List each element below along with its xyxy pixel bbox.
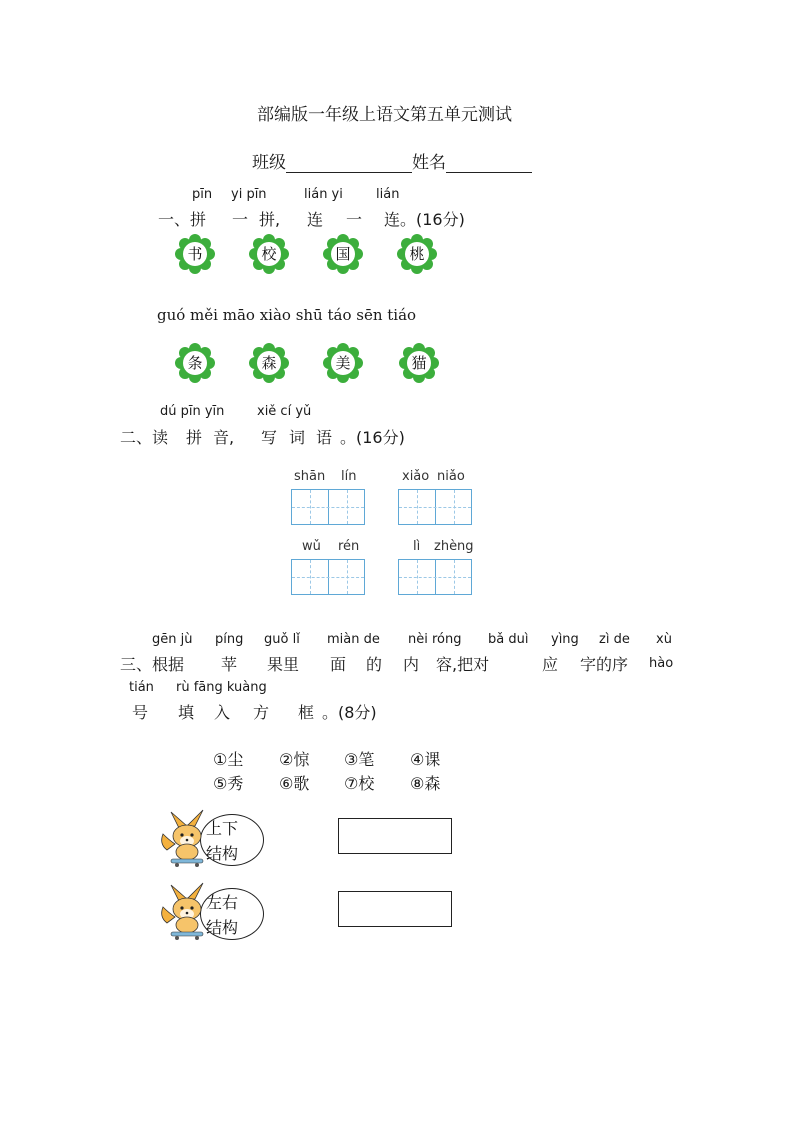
- q3-heading-7: 容,把对: [436, 655, 490, 674]
- q1-heading-6: 连。(16分): [384, 210, 465, 229]
- flower-char-label: 国: [335, 245, 351, 263]
- flower-char-2[interactable]: [249, 234, 289, 274]
- q3-heading-3: 果里: [267, 655, 300, 674]
- grid2-pinyin-2: niǎo: [437, 469, 465, 484]
- q3-pinyin-9: xù: [656, 632, 672, 647]
- q3-pinyin-hao: hào: [649, 656, 674, 671]
- grid2-pinyin-1: xiǎo: [402, 469, 430, 484]
- name-blank[interactable]: [446, 154, 532, 173]
- flower-char-1[interactable]: [175, 234, 215, 274]
- category-label-line2: 结构: [206, 918, 239, 937]
- q1-pinyin-1: pīn: [192, 187, 213, 202]
- writing-grid[interactable]: [291, 489, 365, 525]
- flower-char-8[interactable]: [399, 343, 439, 383]
- q1-pinyin-3: lián yi: [304, 187, 343, 202]
- q1-pinyin-4: lián: [376, 187, 400, 202]
- option-7: ⑦校: [344, 774, 375, 793]
- q3-heading2-1: 号: [132, 703, 149, 722]
- q1-heading-2: 一: [232, 210, 249, 229]
- q3-heading2-2: 填: [178, 703, 195, 722]
- q3-heading2-5: 框: [298, 703, 315, 722]
- q2-heading-6: 语: [316, 428, 333, 447]
- q3-heading2-6: 。(8分): [322, 703, 377, 722]
- q3-pinyin-4: miàn de: [327, 632, 380, 647]
- q2-heading-4: 写: [261, 428, 278, 447]
- writing-grid[interactable]: [398, 559, 472, 595]
- flower-char-label: 森: [261, 354, 277, 372]
- option-1: ①尘: [213, 750, 244, 769]
- q3-pinyin-7: yìng: [551, 632, 579, 647]
- option-4: ④课: [410, 750, 441, 769]
- category-label-line1: 上下: [206, 819, 239, 838]
- q3-pinyin-8: zì de: [599, 632, 630, 647]
- flower-char-label: 猫: [411, 354, 427, 372]
- q2-heading-3: 音,: [213, 428, 235, 447]
- option-2: ②惊: [279, 750, 310, 769]
- name-label: 姓名: [412, 153, 446, 173]
- q2-pinyin-1: dú pīn yīn: [160, 404, 225, 419]
- q3-heading2-4: 方: [253, 703, 270, 722]
- grid1-pinyin-2: lín: [341, 469, 357, 484]
- grid1-pinyin-1: shān: [294, 469, 326, 484]
- class-label: 班级: [252, 153, 286, 173]
- q3-pinyin-5: nèi róng: [408, 632, 462, 647]
- class-name-line: [252, 148, 532, 173]
- q3-heading-1: 三、根据: [120, 655, 185, 674]
- grid4-pinyin-1: lì: [413, 539, 421, 554]
- q1-heading-4: 连: [307, 210, 324, 229]
- q1-pinyin-2: yi pīn: [231, 187, 267, 202]
- flower-char-label: 桃: [409, 245, 425, 263]
- q3-heading-6: 内: [403, 655, 420, 674]
- q2-heading-7: 。(16分): [340, 428, 405, 447]
- writing-grid[interactable]: [291, 559, 365, 595]
- q2-heading-5: 词: [289, 428, 306, 447]
- flower-char-6[interactable]: [249, 343, 289, 383]
- q3-pinyin-line2-1: tián: [129, 680, 154, 695]
- q3-pinyin-3: guǒ lǐ: [264, 632, 300, 647]
- flower-char-label: 美: [335, 354, 351, 372]
- q1-pinyin-options: guó měi māo xiào shū táo sēn tiáo: [157, 306, 417, 324]
- category-label-line2: 结构: [206, 844, 239, 863]
- q1-heading-1: 一、拼: [158, 210, 207, 229]
- flower-char-3[interactable]: [323, 234, 363, 274]
- q3-heading-8: 应: [542, 655, 559, 674]
- flower-char-label: 书: [187, 245, 203, 263]
- answer-box-top-bottom[interactable]: [338, 818, 452, 854]
- flower-char-7[interactable]: [323, 343, 363, 383]
- q3-pinyin-6: bǎ duì: [488, 632, 529, 647]
- flower-char-label: 条: [187, 354, 203, 372]
- grid3-pinyin-1: wǔ: [302, 539, 321, 554]
- category-label-line1: 左右: [206, 893, 239, 912]
- answer-box-left-right[interactable]: [338, 891, 452, 927]
- writing-grid[interactable]: [398, 489, 472, 525]
- q3-heading-4: 面: [330, 655, 347, 674]
- page-title: 部编版一年级上语文第五单元测试: [257, 105, 512, 125]
- q3-pinyin-line2-2: rù fāng kuàng: [176, 680, 267, 695]
- q1-heading-3: 拼,: [259, 210, 281, 229]
- q3-heading2-3: 入: [214, 703, 231, 722]
- q2-heading-1: 二、读: [120, 428, 169, 447]
- q3-heading-9: 字的序: [580, 655, 629, 674]
- flower-char-5[interactable]: [175, 343, 215, 383]
- option-8: ⑧森: [410, 774, 441, 793]
- option-3: ③笔: [344, 750, 375, 769]
- fox-icon: [157, 879, 213, 941]
- flower-char-label: 校: [261, 245, 277, 263]
- q2-pinyin-2: xiě cí yǔ: [257, 404, 312, 419]
- q3-heading-5: 的: [366, 655, 383, 674]
- option-6: ⑥歌: [279, 774, 310, 793]
- grid3-pinyin-2: rén: [338, 539, 360, 554]
- fox-icon: [157, 806, 213, 868]
- q3-pinyin-2: píng: [215, 632, 244, 647]
- q2-heading-2: 拼: [186, 428, 203, 447]
- grid4-pinyin-2: zhèng: [434, 539, 474, 554]
- q3-pinyin-1: gēn jù: [152, 632, 193, 647]
- flower-char-4[interactable]: [397, 234, 437, 274]
- class-blank[interactable]: [286, 154, 412, 173]
- q1-heading-5: 一: [346, 210, 363, 229]
- option-5: ⑤秀: [213, 774, 244, 793]
- q3-heading-2: 苹: [221, 655, 238, 674]
